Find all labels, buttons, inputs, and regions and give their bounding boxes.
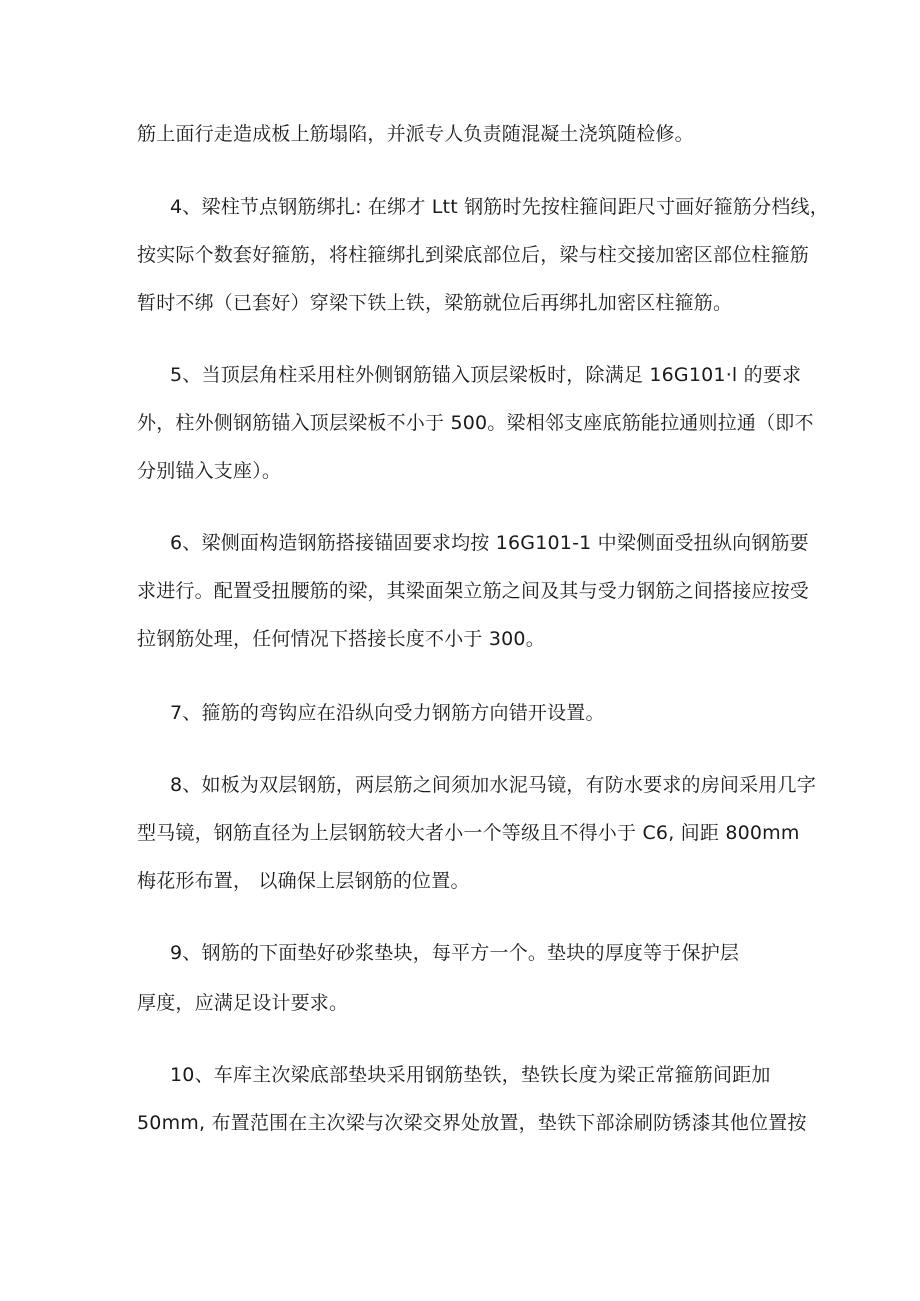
text-line: 7、箍筋的弯钩应在沿纵向受力钢筋方向错开设置。 [170,702,605,724]
text-line: 厚度，应满足设计要求。 [137,992,349,1014]
text-line: 型马镜，钢筋直径为上层钢筋较大者小一个等级且不得小于 C6, 间距 800mm [137,822,800,844]
text-line: 求进行。配置受扭腰筋的梁，其梁面架立筋之间及其与受力钢筋之间搭接应按受 [137,580,810,602]
text-line: 按实际个数套好箍筋，将柱箍绑扎到梁底部位后，梁与柱交接加密区部位柱箍筋 [137,244,810,266]
text-line: 筋上面行走造成板上筋塌陷，并派专人负责随混凝土浇筑随检修。 [137,123,694,145]
text-line: 50mm, 布置范围在主次梁与次梁交界处放置，垫铁下部涂刷防锈漆其他位置按 [137,1112,807,1134]
text-line: 拉钢筋处理，任何情况下搭接长度不小于 300。 [137,628,545,650]
text-line: 4、梁柱节点钢筋绑扎: 在绑才 Ltt 钢筋时先按柱箍间距尺寸画好箍筋分档线， [170,196,829,218]
text-line: 10、车库主次梁底部垫块采用钢筋垫铁，垫铁长度为梁正常箍筋间距加 [170,1064,771,1086]
text-line: 6、梁侧面构造钢筋搭接锚固要求均按 16G101-1 中梁侧面受扭纵向钢筋要 [170,532,809,554]
text-line: 9、钢筋的下面垫好砂浆垫块，每平方一个。垫块的厚度等于保护层 [170,942,740,964]
text-line: 暂时不绑（已套好）穿梁下铁上铁，梁筋就位后再绑扎加密区柱箍筋。 [137,292,733,314]
text-line: 外，柱外侧钢筋锚入顶层梁板不小于 500。梁相邻支座底筋能拉通则拉通（即不 [137,412,814,434]
text-line: 分别锚入支座）。 [137,460,282,482]
text-line: 8、如板为双层钢筋，两层筋之间须加水泥马镜，有防水要求的房间采用几字 [170,774,816,796]
text-line: 梅花形布置， 以确保上层钢筋的位置。 [137,870,470,892]
text-line: 5、当顶层角柱采用柱外侧钢筋锚入顶层梁板时，除满足 16G101·l 的要求 [170,364,802,386]
